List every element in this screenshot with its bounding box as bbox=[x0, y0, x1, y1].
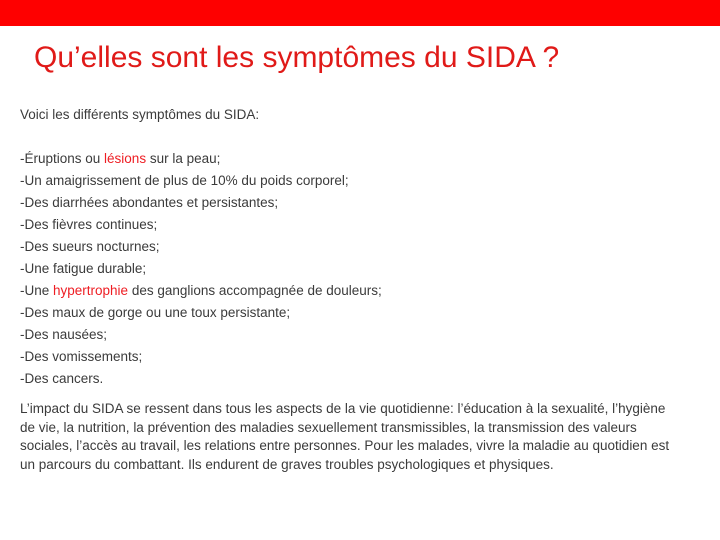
top-accent-bar bbox=[0, 0, 720, 26]
list-item-text: -Des nausées; bbox=[20, 327, 108, 342]
list-item-text: -Des sueurs nocturnes; bbox=[20, 239, 160, 254]
list-item-text: -Des maux de gorge ou une toux persistante; bbox=[20, 305, 291, 320]
list-item-text: -Éruptions ou bbox=[20, 151, 105, 166]
symptom-list bbox=[20, 148, 700, 390]
list-item-text: -Des cancers. bbox=[20, 371, 104, 386]
list-item bbox=[20, 368, 700, 390]
slide-body bbox=[20, 104, 700, 390]
list-item bbox=[20, 258, 700, 280]
body-spacer bbox=[20, 126, 700, 148]
list-item bbox=[20, 302, 700, 324]
list-item bbox=[20, 170, 700, 192]
list-item-text: -Des fièvres continues; bbox=[20, 217, 158, 232]
list-item bbox=[20, 236, 700, 258]
highlighted-term: lésions bbox=[104, 151, 147, 166]
list-item bbox=[20, 214, 700, 236]
list-item bbox=[20, 280, 700, 302]
list-item-text: -Des vomissements; bbox=[20, 349, 143, 364]
list-item-text: -Une fatigue durable; bbox=[20, 261, 147, 276]
page-title: Qu’elles sont les symptômes du SIDA ? bbox=[34, 41, 560, 74]
list-item-text: -Un amaigrissement de plus de 10% du poids corporel; bbox=[20, 173, 349, 188]
list-item bbox=[20, 192, 700, 214]
list-item bbox=[20, 148, 700, 170]
list-item-text: -Une bbox=[20, 283, 54, 298]
list-item bbox=[20, 346, 700, 368]
intro-text: Voici les différents symptômes du SIDA: bbox=[20, 107, 260, 122]
list-item bbox=[20, 324, 700, 346]
list-item-text: -Des diarrhées abondantes et persistantes; bbox=[20, 195, 279, 210]
list-item-text-tail: sur la peau; bbox=[146, 151, 221, 166]
highlighted-term: hypertrophie bbox=[53, 283, 129, 298]
list-item-text-tail: des ganglions accompagnée de douleurs; bbox=[128, 283, 382, 298]
closing-paragraph: L’impact du SIDA se ressent dans tous les aspects de la vie quotidienne: l’éducation à la sexualité, l’hygiène de vie, la nutrition, la prévention des maladies sexuellement transmissibles, la transmission des valeurs sociales, l’accès au travail, les relations entre personnes. Pour les malades, vivre la maladie au quotidien est un parcours du combattant. Ils endurent de graves troubles psychologiques et physiques. bbox=[20, 401, 670, 472]
